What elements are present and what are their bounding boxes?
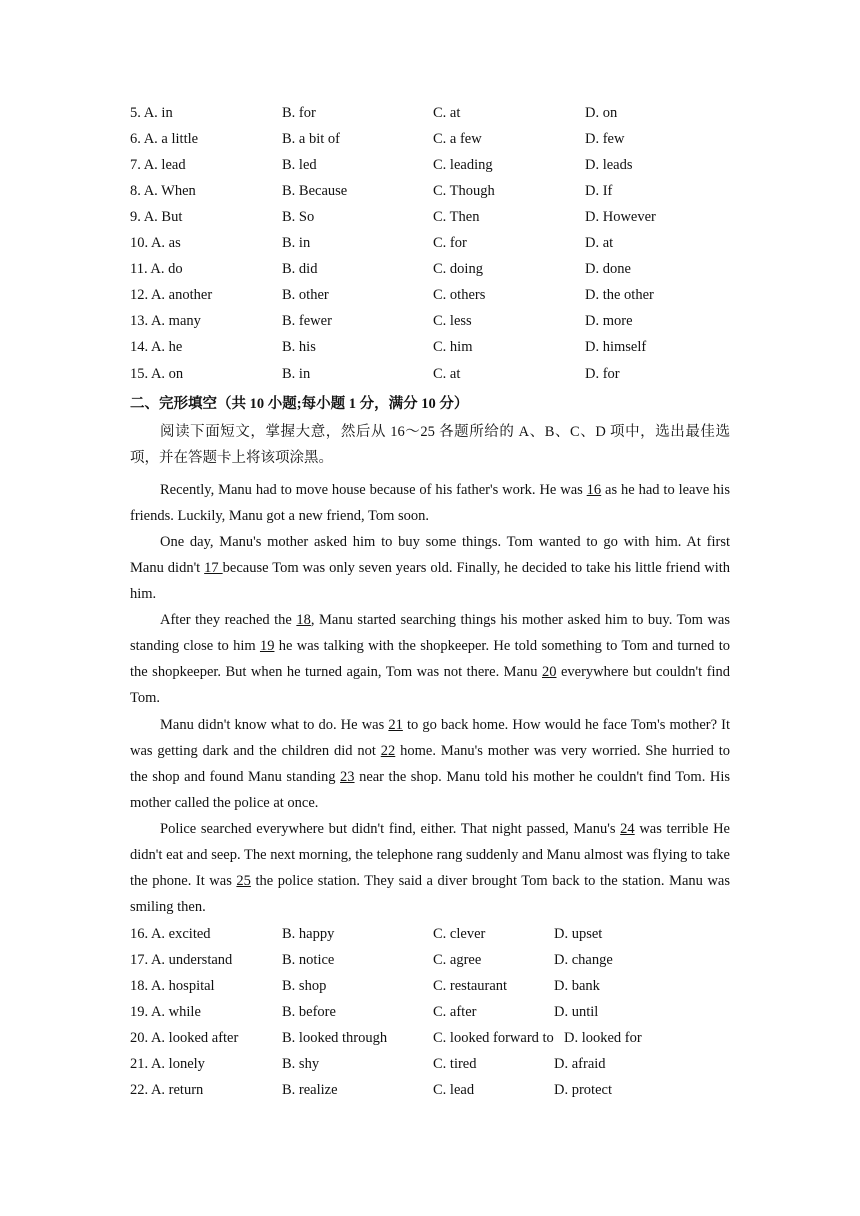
option-b: B. shop (282, 978, 327, 994)
option-d: D. on (585, 105, 618, 121)
option-d: D. If (585, 183, 613, 199)
option-b: B. in (282, 235, 311, 251)
option-b: B. looked through (282, 1030, 388, 1046)
option-a: 5. A. in (130, 105, 173, 121)
option-a: 8. A. When (130, 183, 196, 199)
option-d: D. himself (585, 339, 647, 355)
option-d: D. for (585, 366, 620, 382)
option-b: B. his (282, 339, 316, 355)
blank-22: 22 (380, 743, 396, 760)
passage-paragraph-2: One day, Manu's mother asked him to buy some things. Tom wanted to go with him. At first Manu didn't 17 because Tom was only seven years old. Finally, he decided to take his little friend with him. (130, 534, 730, 603)
option-b: B. So (282, 209, 315, 225)
option-b: B. fewer (282, 313, 332, 329)
blank-24: 24 (620, 821, 635, 837)
option-c: C. doing (433, 261, 483, 277)
option-c: C. for (433, 235, 467, 251)
option-d: D. protect (554, 1082, 612, 1098)
option-b: B. in (282, 366, 311, 382)
option-a: 16. A. excited (130, 926, 211, 942)
passage-paragraph-5: Police searched everywhere but didn't find, either. That night passed, Manu's 24 was terrible He didn't eat and seep. The next morning, the telephone rang suddenly and Manu almost was flying to take the phone. It was 25 the police station. They said a diver brought Tom back to the station. Manu was smiling then. (130, 821, 730, 916)
option-b: B. before (282, 1004, 336, 1020)
option-a: 13. A. many (130, 313, 201, 329)
option-d: D. change (554, 952, 613, 968)
option-d: D. the other (585, 287, 654, 303)
option-b: B. for (282, 105, 316, 121)
option-b: B. led (282, 157, 317, 173)
option-c: C. at (433, 366, 461, 382)
option-a: 15. A. on (130, 366, 184, 382)
option-d: D. However (585, 209, 656, 225)
option-c: C. leading (433, 157, 493, 173)
option-b: B. other (282, 287, 329, 303)
option-a: 22. A. return (130, 1082, 204, 1098)
option-d: D. few (585, 131, 625, 147)
option-a: 12. A. another (130, 287, 213, 303)
option-b: B. shy (282, 1056, 320, 1072)
option-c: C. less (433, 313, 472, 329)
blank-25: 25 (236, 873, 251, 890)
blank-23: 23 (340, 769, 355, 786)
option-a: 14. A. he (130, 339, 183, 355)
option-d: D. afraid (554, 1056, 606, 1072)
option-c: C. restaurant (433, 978, 508, 994)
option-a: 11. A. do (130, 261, 183, 277)
option-c: C. after (433, 1004, 477, 1020)
section-heading: 二、完形填空（共 10 小题;每小题 1 分，满分 10 分） (130, 396, 469, 412)
option-c: C. agree (433, 952, 482, 968)
option-b: B. a bit of (282, 131, 340, 147)
option-c: C. others (433, 287, 486, 303)
passage-paragraph-3: After they reached the 18, Manu started searching things his mother asked him to buy. Tom was standing close to him 19 he was talking with the shopkeeper. He told something to Tom and turned to the shopkeeper. But when he turned again, Tom was not there. Manu 20 everywhere but couldn't find Tom. (130, 612, 730, 707)
option-d: D. at (585, 235, 614, 251)
option-a: 17. A. understand (130, 952, 233, 968)
option-a: 6. A. a little (130, 131, 199, 147)
option-b: B. Because (282, 183, 348, 199)
option-d: D. done (585, 261, 631, 277)
option-c: C. him (433, 339, 473, 355)
blank-17: 17 (204, 560, 223, 577)
blank-21: 21 (388, 717, 403, 733)
blank-19: 19 (259, 638, 275, 655)
option-a: 21. A. lonely (130, 1056, 205, 1072)
option-d: D. until (554, 1004, 599, 1020)
option-a: 7. A. lead (130, 157, 186, 173)
option-b: B. did (282, 261, 318, 277)
option-c: C. looked forward to (433, 1030, 554, 1046)
option-a: 9. A. But (130, 209, 183, 225)
option-b: B. happy (282, 926, 335, 942)
option-b: B. realize (282, 1082, 338, 1098)
option-d: D. more (585, 313, 633, 329)
passage-paragraph-1: Recently, Manu had to move house because of his father's work. He was 16 as he had to leave his friends. Luckily, Manu got a new friend, Tom soon. (130, 482, 730, 525)
blank-16: 16 (586, 482, 602, 498)
option-a: 18. A. hospital (130, 978, 215, 994)
option-a: 10. A. as (130, 235, 181, 251)
blank-18: 18 (296, 612, 311, 628)
option-d: D. upset (554, 926, 603, 942)
option-b: B. notice (282, 952, 335, 968)
blank-20: 20 (541, 664, 557, 681)
option-a: 19. A. while (130, 1004, 201, 1020)
instructions: 阅读下面短文，掌握大意，然后从 16～25 各题所给的 A、B、C、D 项中，选出最佳选项，并在答题卡上将该项涂黑。 (130, 424, 730, 467)
option-c: C. a few (433, 131, 482, 147)
option-c: C. lead (433, 1082, 475, 1098)
option-c: C. at (433, 105, 461, 121)
option-c: C. clever (433, 926, 486, 942)
option-c: C. Though (433, 183, 495, 199)
option-d: D. leads (585, 157, 633, 173)
passage-paragraph-4: Manu didn't know what to do. He was 21 to go back home. How would he face Tom's mother? It was getting dark and the children did not 22 home. Manu's mother was very worried. She hurried to the shop and found Manu standing 23 near the shop. Manu told his mother he couldn't find Tom. His mother called the police at once. (130, 717, 730, 812)
option-d: D. looked for (564, 1030, 642, 1046)
option-a: 20. A. looked after (130, 1030, 239, 1046)
option-d: D. bank (554, 978, 600, 994)
option-c: C. Then (433, 209, 480, 225)
option-c: C. tired (433, 1056, 477, 1072)
